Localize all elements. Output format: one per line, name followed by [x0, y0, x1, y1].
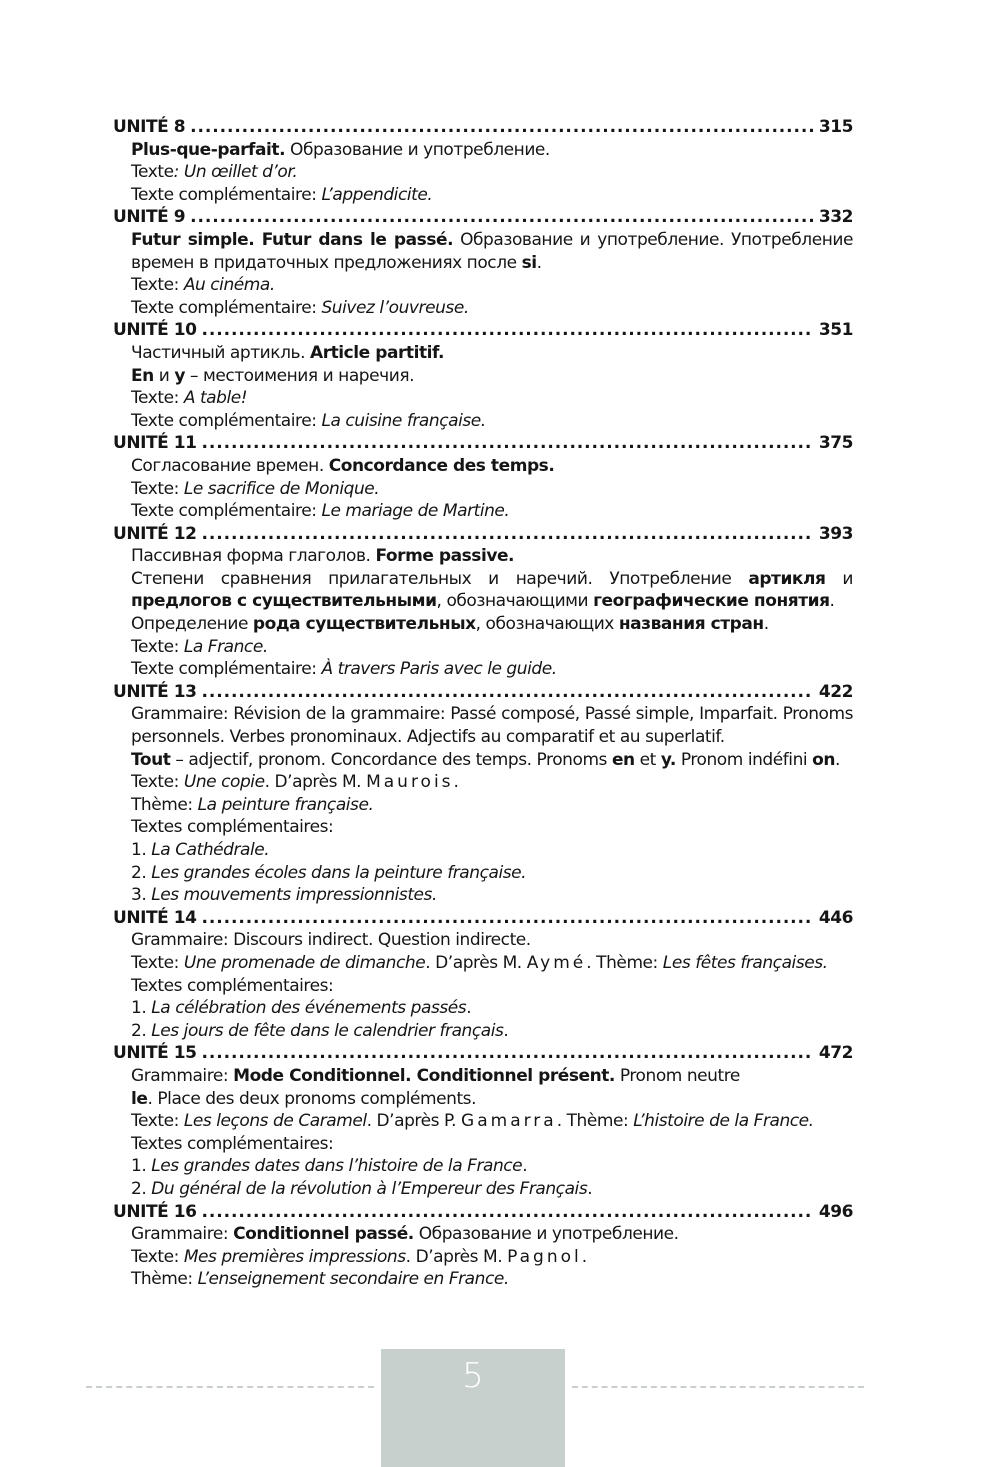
unit-title: UNITÉ 13 [113, 681, 197, 702]
text: Grammaire: [131, 1065, 234, 1086]
unit-title: UNITÉ 15 [113, 1043, 197, 1064]
bold-text: y. [660, 749, 676, 770]
unit-content-line [113, 1065, 853, 1088]
text: . D’après M. [405, 1246, 508, 1267]
text: Texte: [131, 952, 184, 973]
text: Grammaire: Révision de la grammaire: Passé composé, Passé simple, Imparfait. Pronoms personnels. Verbes pronominaux. Adjectifs au comparatif et au superlatif. [131, 704, 853, 748]
unit-content-line [113, 410, 853, 433]
text: . [453, 772, 459, 793]
unit-page-number: 446 [818, 907, 853, 928]
text: Texte: [131, 1246, 184, 1267]
unit-content-line [113, 229, 853, 274]
author-name: Maurois [366, 772, 454, 793]
toc-unit-heading[interactable] [113, 116, 853, 139]
text: Образование и употребление. Употребление времен в придаточных предложениях после [131, 229, 854, 273]
italic-text: La France. [183, 636, 268, 657]
text: Texte complémentaire: [131, 184, 322, 205]
unit-content-line [113, 568, 853, 613]
text: Thème: [131, 1269, 198, 1290]
unit-title: UNITÉ 10 [113, 320, 197, 341]
toc-unit [113, 319, 853, 432]
text: Образование и употребление. [413, 1224, 679, 1245]
text: Образование и употребление. [285, 139, 550, 160]
text: . [503, 1020, 509, 1041]
unit-page-number: 422 [818, 681, 853, 702]
text: Согласование времен. [131, 455, 329, 476]
bold-text: si [521, 252, 537, 273]
italic-text: Les grandes dates dans l’histoire de la France [151, 1156, 523, 1177]
unit-content-line [113, 658, 853, 681]
toc-unit [113, 1201, 853, 1291]
text: Textes complémentaires: [131, 817, 334, 838]
unit-content-line [113, 884, 853, 907]
bold-text: Mode Conditionnel. Conditionnel présent. [233, 1065, 615, 1086]
italic-text: La cuisine française. [321, 410, 486, 431]
italic-text: : Un œillet d’or. [173, 162, 298, 183]
unit-content-line [113, 1178, 853, 1201]
italic-text: L’enseignement secondaire en France. [197, 1269, 509, 1290]
text: 2. [131, 1020, 152, 1041]
text: et [634, 749, 661, 770]
unit-content-line [113, 613, 853, 636]
text: . [466, 998, 472, 1019]
toc-unit [113, 116, 853, 206]
italic-text: Les jours de fête dans le calendrier français [151, 1020, 504, 1041]
unit-content-line [113, 862, 853, 885]
bold-text: географические понятия [593, 591, 830, 612]
toc-unit-heading[interactable] [113, 206, 853, 229]
unit-title: UNITÉ 9 [113, 207, 186, 228]
italic-text: Suivez l’ouvreuse. [321, 297, 469, 318]
unit-content-line [113, 545, 853, 568]
unit-content-line [113, 139, 853, 162]
dot-leader [202, 432, 814, 455]
text: . [587, 1178, 593, 1199]
italic-text: La Cathédrale. [151, 840, 270, 860]
bold-text: артикля [748, 568, 826, 589]
text: . D’après M. [425, 952, 527, 973]
dot-leader [202, 1042, 814, 1065]
dot-leader [202, 1201, 814, 1224]
text: 3. [131, 885, 152, 906]
unit-page-number: 496 [818, 1201, 853, 1222]
unit-content-line [113, 1155, 853, 1178]
unit-content-line [113, 703, 853, 748]
text: Pronom neutre [614, 1065, 740, 1086]
toc-unit [113, 523, 853, 681]
text: . Thème: [556, 1111, 634, 1132]
unit-content-line [113, 297, 853, 320]
text: . [835, 749, 840, 770]
text: Texte: [131, 388, 184, 409]
text: Pronom indéfini [675, 749, 813, 770]
unit-content-line [113, 749, 853, 772]
toc-unit-heading[interactable] [113, 523, 853, 546]
text: , обозначающих [475, 614, 619, 635]
text: . Place des deux pronoms compléments. [147, 1088, 477, 1109]
unit-page-number: 375 [818, 433, 853, 454]
bold-text: Forme passive. [375, 546, 515, 567]
italic-text: Une copie [183, 772, 265, 793]
text: 2. [131, 862, 152, 883]
unit-content-line [113, 1223, 853, 1246]
text: Texte complémentaire: [131, 501, 322, 522]
italic-text: L’appendicite. [321, 184, 433, 205]
text: Textes complémentaires: [131, 1133, 334, 1154]
unit-page-number: 315 [818, 117, 853, 137]
bold-text: предлогов с существительными [131, 591, 437, 612]
italic-text: Une promenade de dimanche [183, 952, 426, 973]
unit-content-line [113, 816, 853, 839]
text: . [522, 1156, 528, 1177]
italic-text: Les leçons de Caramel [183, 1111, 367, 1132]
unit-content-line [113, 1020, 853, 1043]
unit-content-line [113, 500, 853, 523]
italic-text: Le mariage de Martine. [321, 501, 510, 522]
dot-leader [190, 206, 814, 229]
text: 1. [131, 998, 152, 1019]
italic-text: Le sacrifice de Monique. [183, 478, 380, 499]
bold-text: En [131, 365, 154, 386]
bold-text: Concordance des temps. [328, 455, 555, 476]
text: Пассивная форма глаголов. [131, 546, 376, 567]
dot-leader [202, 681, 814, 704]
italic-text: Au cinéma. [183, 275, 275, 296]
unit-title: UNITÉ 11 [113, 433, 197, 454]
text: Частичный артикль. [131, 342, 310, 363]
italic-text: À travers Paris avec le guide. [321, 659, 557, 680]
unit-content-line [113, 839, 853, 862]
unit-title: UNITÉ 12 [113, 523, 197, 544]
bold-text: en [611, 749, 635, 770]
bold-text: y [174, 365, 185, 386]
unit-content-line [113, 1088, 853, 1111]
toc-unit [113, 1042, 853, 1200]
text: Степени сравнения прилагательных и наречий. Употребление [131, 568, 749, 589]
toc-unit-heading[interactable] [113, 907, 853, 930]
toc-unit-heading[interactable] [113, 1201, 853, 1224]
toc-unit [113, 907, 853, 1043]
text: 2. [131, 1178, 152, 1199]
italic-text: Les mouvements impressionnistes. [151, 885, 437, 906]
dot-leader [202, 907, 814, 930]
text: . D’après P. [366, 1111, 462, 1132]
footer-dashed-line-left [86, 1386, 374, 1388]
unit-content-line [113, 1110, 853, 1133]
bold-text: Conditionnel passé. [233, 1224, 414, 1245]
bold-text: Plus-que-parfait. [131, 139, 286, 160]
unit-content-line [113, 975, 853, 998]
toc-unit-heading[interactable] [113, 1042, 853, 1065]
unit-content-line [113, 274, 853, 297]
text: Grammaire: Discours indirect. Question indirecte. [131, 930, 531, 951]
bold-text: le [131, 1088, 148, 1109]
bold-text: рода существительных [252, 614, 476, 635]
text: – adjectif, pronom. Concordance des temps. Pronoms [170, 749, 612, 770]
toc-unit-heading[interactable] [113, 681, 853, 704]
unit-title: UNITÉ 16 [113, 1201, 197, 1222]
unit-page-number: 393 [818, 523, 853, 544]
table-of-contents [113, 116, 853, 1291]
text: Textes complémentaires: [131, 975, 334, 996]
text: . [536, 252, 542, 273]
unit-content-line [113, 455, 853, 478]
text: Texte [131, 162, 174, 183]
unit-content-line [113, 771, 853, 794]
unit-page-number: 351 [818, 320, 853, 341]
text: . [829, 591, 835, 612]
text: . Thème: [586, 952, 663, 973]
text: , обозначающими [436, 591, 594, 612]
text: . [763, 614, 769, 635]
unit-content-line [113, 1246, 853, 1269]
unit-content-line [113, 1268, 853, 1291]
text: 1. [131, 840, 152, 860]
text: и [153, 365, 175, 386]
unit-content-line [113, 478, 853, 501]
unit-content-line [113, 161, 853, 184]
toc-unit-heading[interactable] [113, 432, 853, 455]
dot-leader [190, 116, 814, 139]
italic-text: Du général de la révolution à l’Empereur des Français [151, 1178, 588, 1199]
dot-leader [202, 319, 814, 342]
footer-dashed-line-right [572, 1386, 864, 1388]
unit-page-number: 332 [818, 207, 853, 228]
italic-text: La peinture française. [197, 794, 374, 815]
text: Texte complémentaire: [131, 659, 322, 680]
toc-unit [113, 432, 853, 522]
text: Thème: [131, 794, 198, 815]
bold-text: Article partitif. [309, 342, 445, 363]
text: . [581, 1246, 587, 1267]
italic-text: L’histoire de la France. [633, 1111, 814, 1132]
unit-content-line [113, 636, 853, 659]
unit-content-line [113, 365, 853, 388]
unit-content-line [113, 387, 853, 410]
italic-text: Mes premières impressions [183, 1246, 406, 1267]
author-name: Gamarra [461, 1111, 557, 1132]
bold-text: названия стран [618, 614, 764, 635]
author-name: Pagnol [507, 1246, 582, 1267]
dot-leader [202, 523, 814, 546]
toc-unit [113, 206, 853, 319]
bold-text: Tout [131, 749, 171, 770]
unit-content-line [113, 794, 853, 817]
page-number: 5 [462, 1356, 484, 1396]
text: Texte: [131, 1111, 184, 1132]
unit-title: UNITÉ 8 [113, 117, 186, 137]
unit-title: UNITÉ 14 [113, 907, 197, 928]
unit-content-line [113, 997, 853, 1020]
toc-unit-heading[interactable] [113, 319, 853, 342]
text: – местоимения и наречия. [184, 365, 415, 386]
text: Texte complémentaire: [131, 297, 322, 318]
unit-page-number: 472 [818, 1043, 853, 1064]
toc-unit [113, 681, 853, 907]
text: Определение [131, 614, 253, 635]
italic-text: La célébration des événements passés [151, 998, 467, 1019]
text: Grammaire: [131, 1224, 234, 1245]
text: Texte: [131, 478, 184, 499]
italic-text: Les grandes écoles dans la peinture française. [151, 862, 527, 883]
unit-content-line [113, 342, 853, 365]
bold-text: on [812, 749, 836, 770]
text: Texte: [131, 772, 184, 793]
text: . D’après M. [264, 772, 367, 793]
unit-content-line [113, 952, 853, 975]
text: и [825, 568, 853, 589]
unit-content-line [113, 1133, 853, 1156]
text: Texte: [131, 636, 184, 657]
unit-content-line [113, 929, 853, 952]
text: 1. [131, 1156, 152, 1177]
text: Texte complémentaire: [131, 410, 322, 431]
text: Texte: [131, 275, 184, 296]
italic-text: Les fêtes françaises. [662, 952, 828, 973]
italic-text: A table! [183, 388, 248, 409]
bold-text: Futur simple. Futur dans le passé. [131, 229, 454, 250]
unit-content-line [113, 184, 853, 207]
author-name: Aymé [526, 952, 587, 973]
